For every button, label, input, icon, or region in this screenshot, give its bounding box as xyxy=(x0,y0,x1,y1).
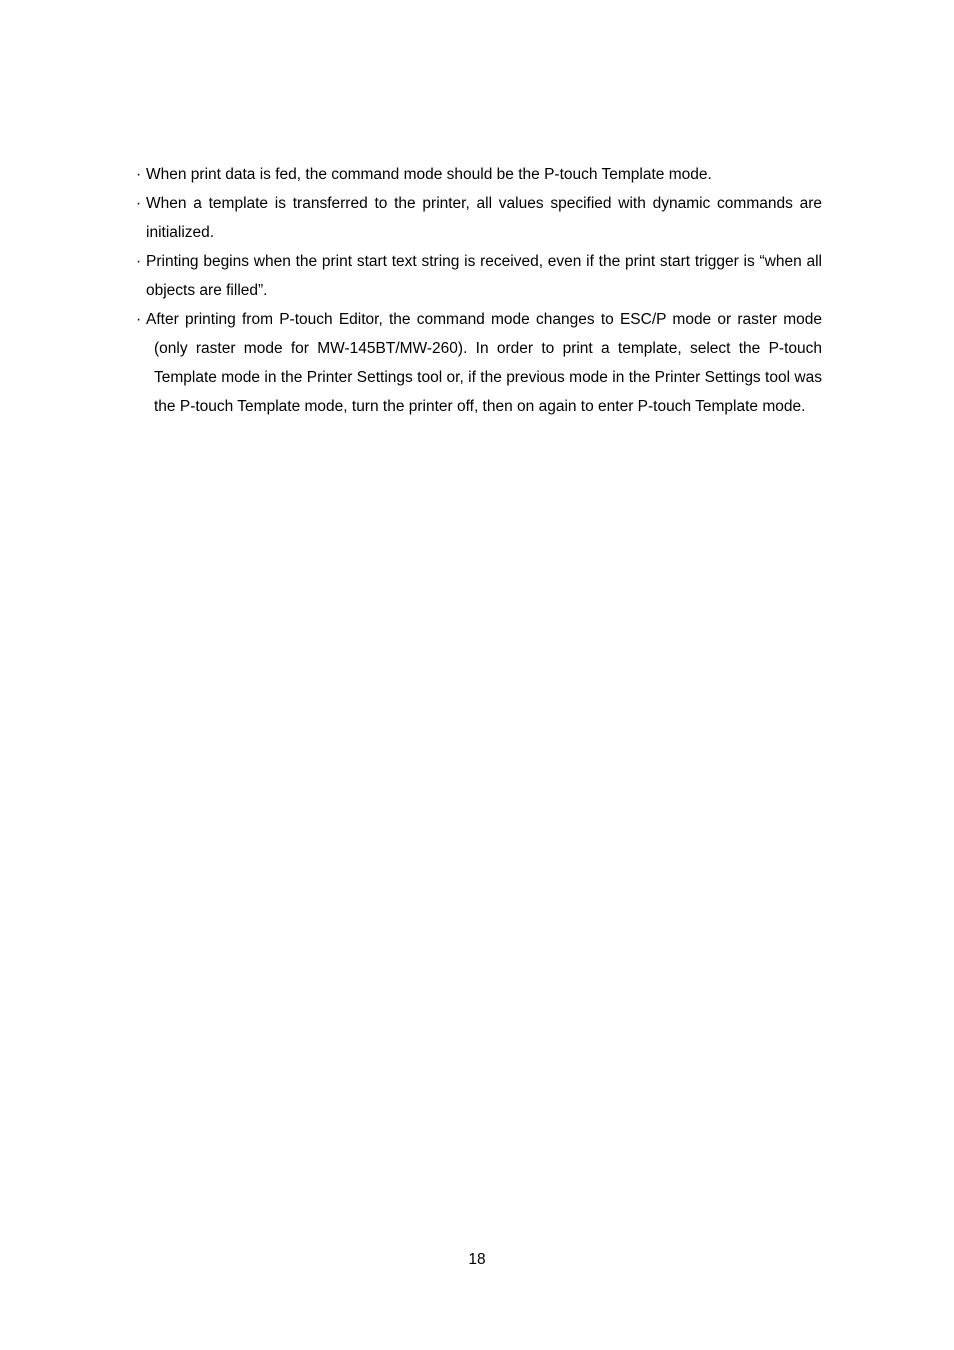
note-item xyxy=(136,189,822,247)
page-number: 18 xyxy=(468,1251,486,1268)
bullet-icon: · xyxy=(136,166,142,183)
note-text: When a template is transferred to the printer, all values specified with dynamic commands are initialized. xyxy=(146,195,822,241)
note-text: After printing from P-touch Editor, the command mode changes to ESC/P mode or raster mode (only raster mode for MW-145BT/MW-260). In order to print a template, select the P-touch Template mode in the Printer Settings tool or, if the previous mode in the Printer Settings tool was the P-touch Template mode, turn the printer off, then on again to enter P-touch Template mode. xyxy=(146,311,822,415)
note-item xyxy=(136,305,822,421)
bullet-icon: · xyxy=(136,311,142,328)
note-text: Printing begins when the print start text string is received, even if the print start trigger is “when all objects are filled”. xyxy=(146,253,822,299)
bullet-icon: · xyxy=(136,195,142,212)
notes-list xyxy=(136,160,822,421)
bullet-icon: · xyxy=(136,253,142,270)
note-item xyxy=(136,247,822,305)
note-item xyxy=(136,160,822,189)
note-text: When print data is fed, the command mode should be the P-touch Template mode. xyxy=(146,166,712,183)
